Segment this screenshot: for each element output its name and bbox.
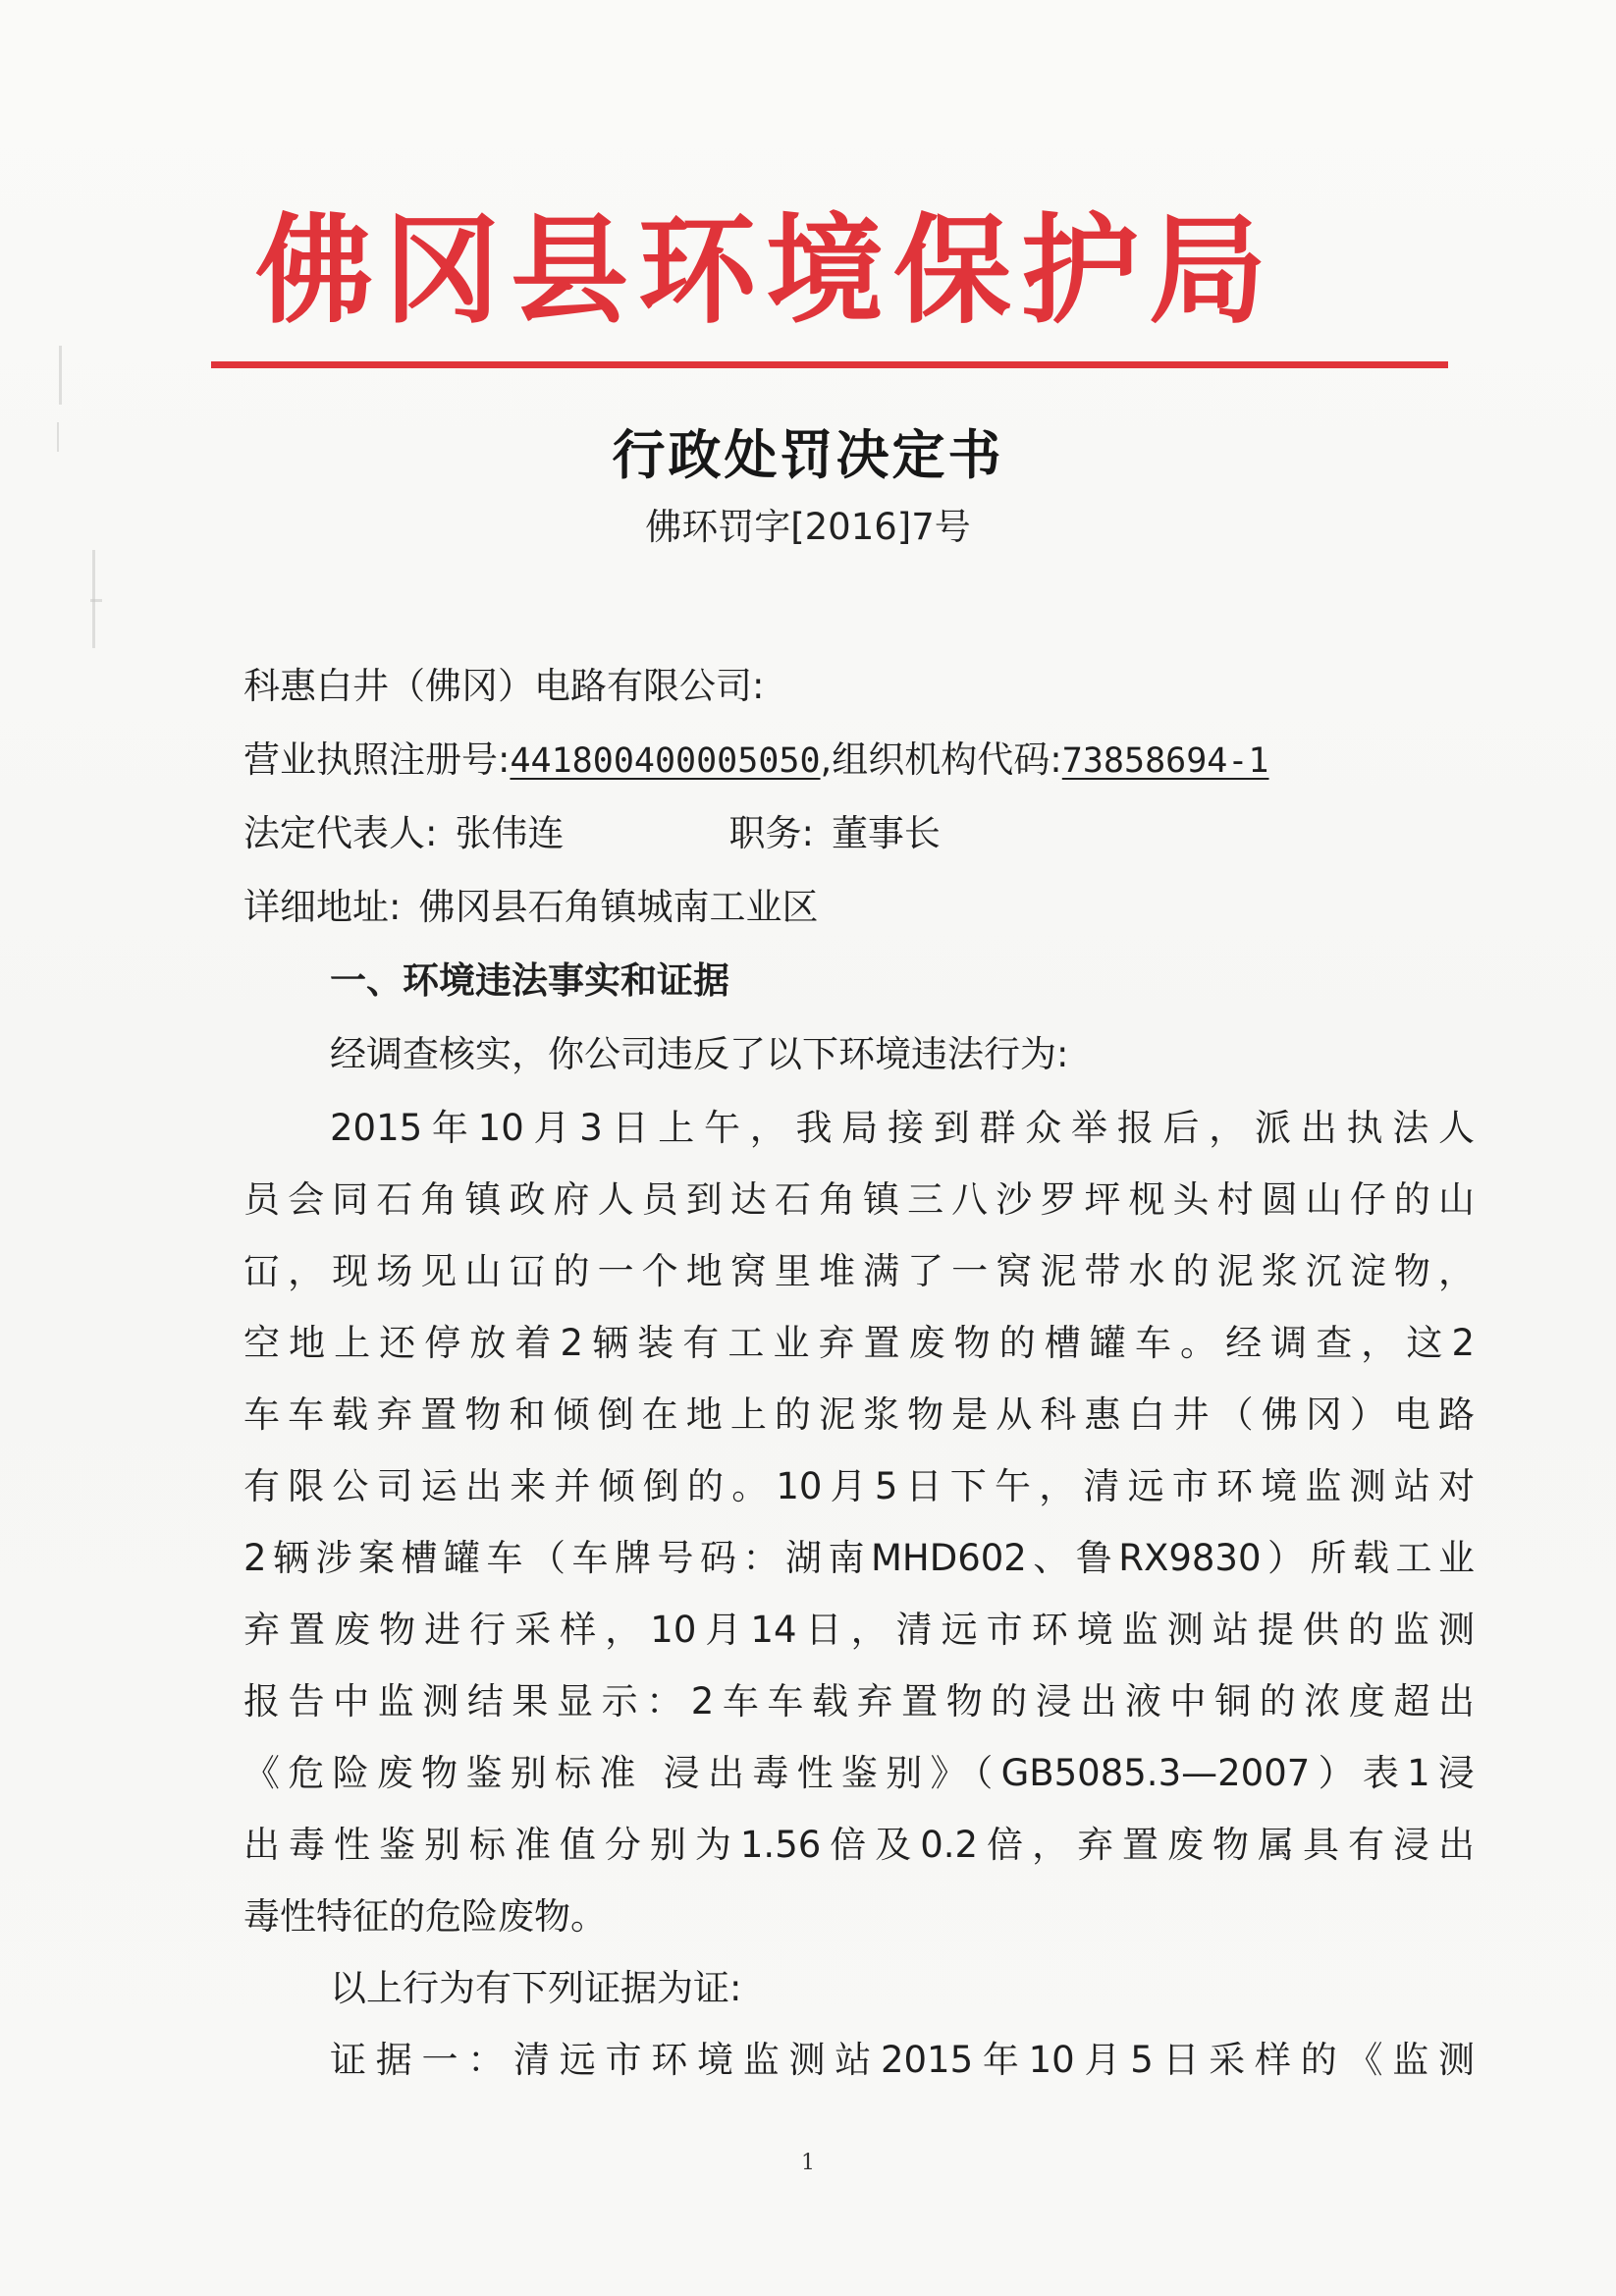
address-value: 佛冈县石角镇城南工业区 (418, 886, 819, 928)
agency-title: 佛冈县环境保护局 (255, 201, 1276, 340)
body-line: 报告中监测结果显示：2车车载弃置物的浸出液中铜的浓度超出 (243, 1680, 1475, 1722)
body-line: 空地上还停放着2辆装有工业弃置废物的槽罐车。经调查，这2 (243, 1322, 1475, 1364)
red-header-rule (211, 361, 1448, 368)
body-line: 《危险废物鉴别标准 浸出毒性鉴别》（GB5085.3—2007）表1浸 (243, 1752, 1475, 1794)
body-line: 2辆涉案槽罐车（车牌号码：湖南MHD602、鲁RX9830）所载工业 (243, 1537, 1475, 1579)
document-title: 行政处罚决定书 (612, 423, 1004, 486)
body-line: 出毒性鉴别标准值分别为1.56倍及0.2倍，弃置废物属具有浸出 (243, 1824, 1475, 1866)
org-code: 73858694-1 (1061, 741, 1269, 781)
legal-rep-label: 法定代表人: (243, 812, 438, 854)
party-company: 科惠白井（佛冈）电路有限公司: (243, 665, 765, 707)
scan-mark (59, 346, 62, 405)
page-number: 1 (801, 2151, 815, 2175)
body-line: 冚，现场见山冚的一个地窝里堆满了一窝泥带水的泥浆沉淀物， (243, 1250, 1475, 1292)
address-line (243, 886, 819, 928)
body-line: 有限公司运出来并倾倒的。10月5日下午，清远市环境监测站对 (243, 1465, 1475, 1507)
document-number: 佛环罚字[2016]7号 (645, 506, 971, 548)
body-line: 弃置废物进行采样，10月14日，清远市环境监测站提供的监测 (243, 1609, 1475, 1651)
scan-mark (90, 599, 102, 602)
body-line: 证据一：清远市环境监测站2015年10月5日采样的《监测 (330, 2039, 1475, 2081)
license-number: 441800400005050 (510, 741, 821, 781)
position-label: 职务: (728, 812, 814, 854)
body-line: 车车载弃置物和倾倒在地上的泥浆物是从科惠白井（佛冈）电路 (243, 1394, 1475, 1436)
body-line: 毒性特征的危险废物。 (243, 1895, 607, 1938)
license-line (243, 738, 1269, 781)
body-line: 2015年10月3日上午，我局接到群众举报后，派出执法人 (330, 1107, 1475, 1149)
legal-rep-line (243, 812, 941, 854)
body-line: 员会同石角镇政府人员到达石角镇三八沙罗坪枧头村圆山仔的山 (243, 1178, 1475, 1221)
body-line: 经调查核实，你公司违反了以下环境违法行为: (330, 1033, 1069, 1075)
position-value: 董事长 (831, 812, 941, 854)
license-label: 营业执照注册号: (243, 738, 511, 781)
legal-rep-name: 张伟连 (455, 812, 565, 854)
address-label: 详细地址: (243, 886, 402, 928)
section-heading: 一、环境违法事实和证据 (330, 959, 729, 1002)
org-code-label: ,组织机构代码: (820, 738, 1062, 781)
body-line: 以上行为有下列证据为证: (330, 1967, 742, 2009)
